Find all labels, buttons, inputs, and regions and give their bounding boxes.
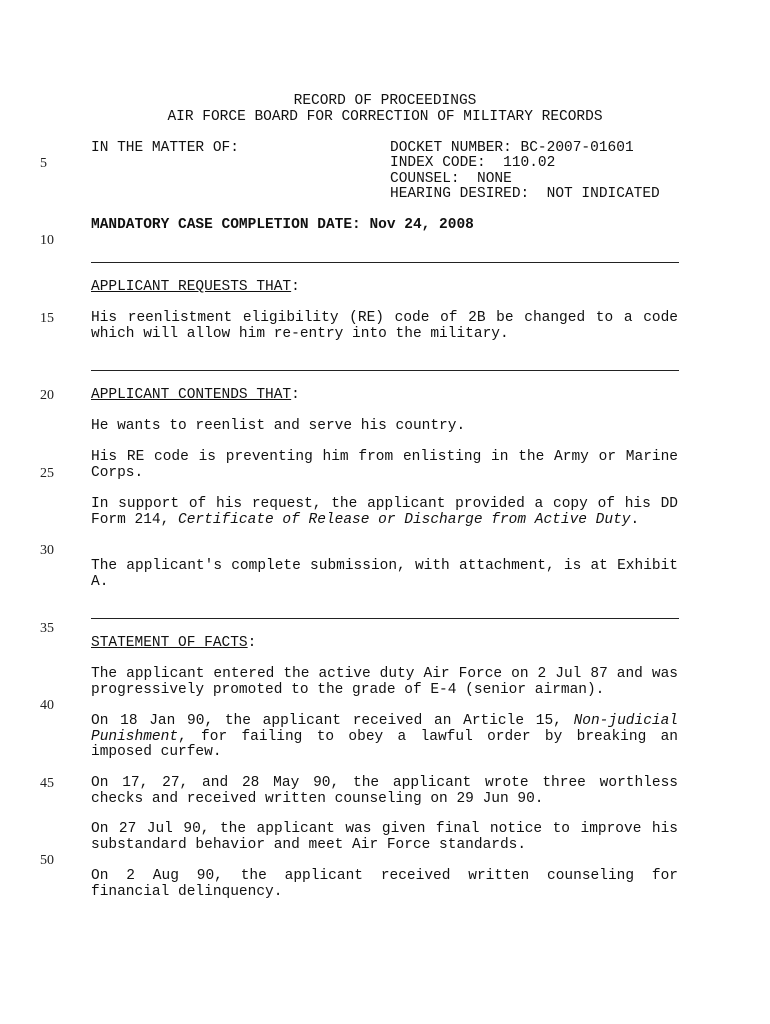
contends-paragraph: His RE code is preventing him from enlisting in the Army or Marine Corps. [91,449,678,481]
mandatory-completion-date: MANDATORY CASE COMPLETION DATE: Nov 24, 2008 [91,217,474,233]
facts-paragraph: On 17, 27, and 28 May 90, the applicant wrote three worthless checks and received written counseling on 29 Jun 90. [91,775,678,807]
line-number: 35 [40,621,54,636]
hearing-desired: HEARING DESIRED: NOT INDICATED [390,186,660,202]
facts-paragraph: On 27 Jul 90, the applicant was given final notice to improve his substandard behavior and meet Air Force standards. [91,821,678,853]
section-divider [91,618,679,619]
line-number: 5 [40,156,47,171]
facts-paragraph: On 2 Aug 90, the applicant received written counseling for financial delinquency. [91,868,678,900]
counsel: COUNSEL: NONE [390,171,512,187]
contends-paragraph: The applicant's complete submission, with attachment, is at Exhibit A. [91,558,678,590]
index-code: INDEX CODE: 110.02 [390,155,556,171]
contends-paragraph: He wants to reenlist and serve his country. [91,418,466,434]
requests-heading: APPLICANT REQUESTS THAT: [91,279,300,295]
section-divider [91,370,679,371]
docket-number: DOCKET NUMBER: BC-2007-01601 [390,140,634,156]
requests-text: His reenlistment eligibility (RE) code of 2B be changed to a code which will allow him re-entry into the military. [91,310,678,342]
facts-paragraph: The applicant entered the active duty Air Force on 2 Jul 87 and was progressively promoted to the grade of E-4 (senior airman). [91,666,678,698]
line-number: 45 [40,776,54,791]
matter-label: IN THE MATTER OF: [91,140,239,156]
contends-heading: APPLICANT CONTENDS THAT: [91,387,300,403]
header-subtitle: AIR FORCE BOARD FOR CORRECTION OF MILITARY RECORDS [167,109,603,125]
section-divider [91,262,679,263]
contends-paragraph: In support of his request, the applicant provided a copy of his DD Form 214, Certificate of Release or Discharge from Active Duty. [91,496,678,528]
line-number: 25 [40,466,54,481]
line-number: 40 [40,698,54,713]
facts-paragraph: On 18 Jan 90, the applicant received an Article 15, Non-judicial Punishment, for failing to obey a lawful order by breaking an imposed curfew. [91,713,678,760]
line-number: 30 [40,543,54,558]
line-number: 10 [40,233,54,248]
facts-heading: STATEMENT OF FACTS: [91,635,257,651]
line-number: 15 [40,311,54,326]
line-number: 20 [40,388,54,403]
header-title: RECORD OF PROCEEDINGS [293,93,477,109]
line-number: 50 [40,853,54,868]
